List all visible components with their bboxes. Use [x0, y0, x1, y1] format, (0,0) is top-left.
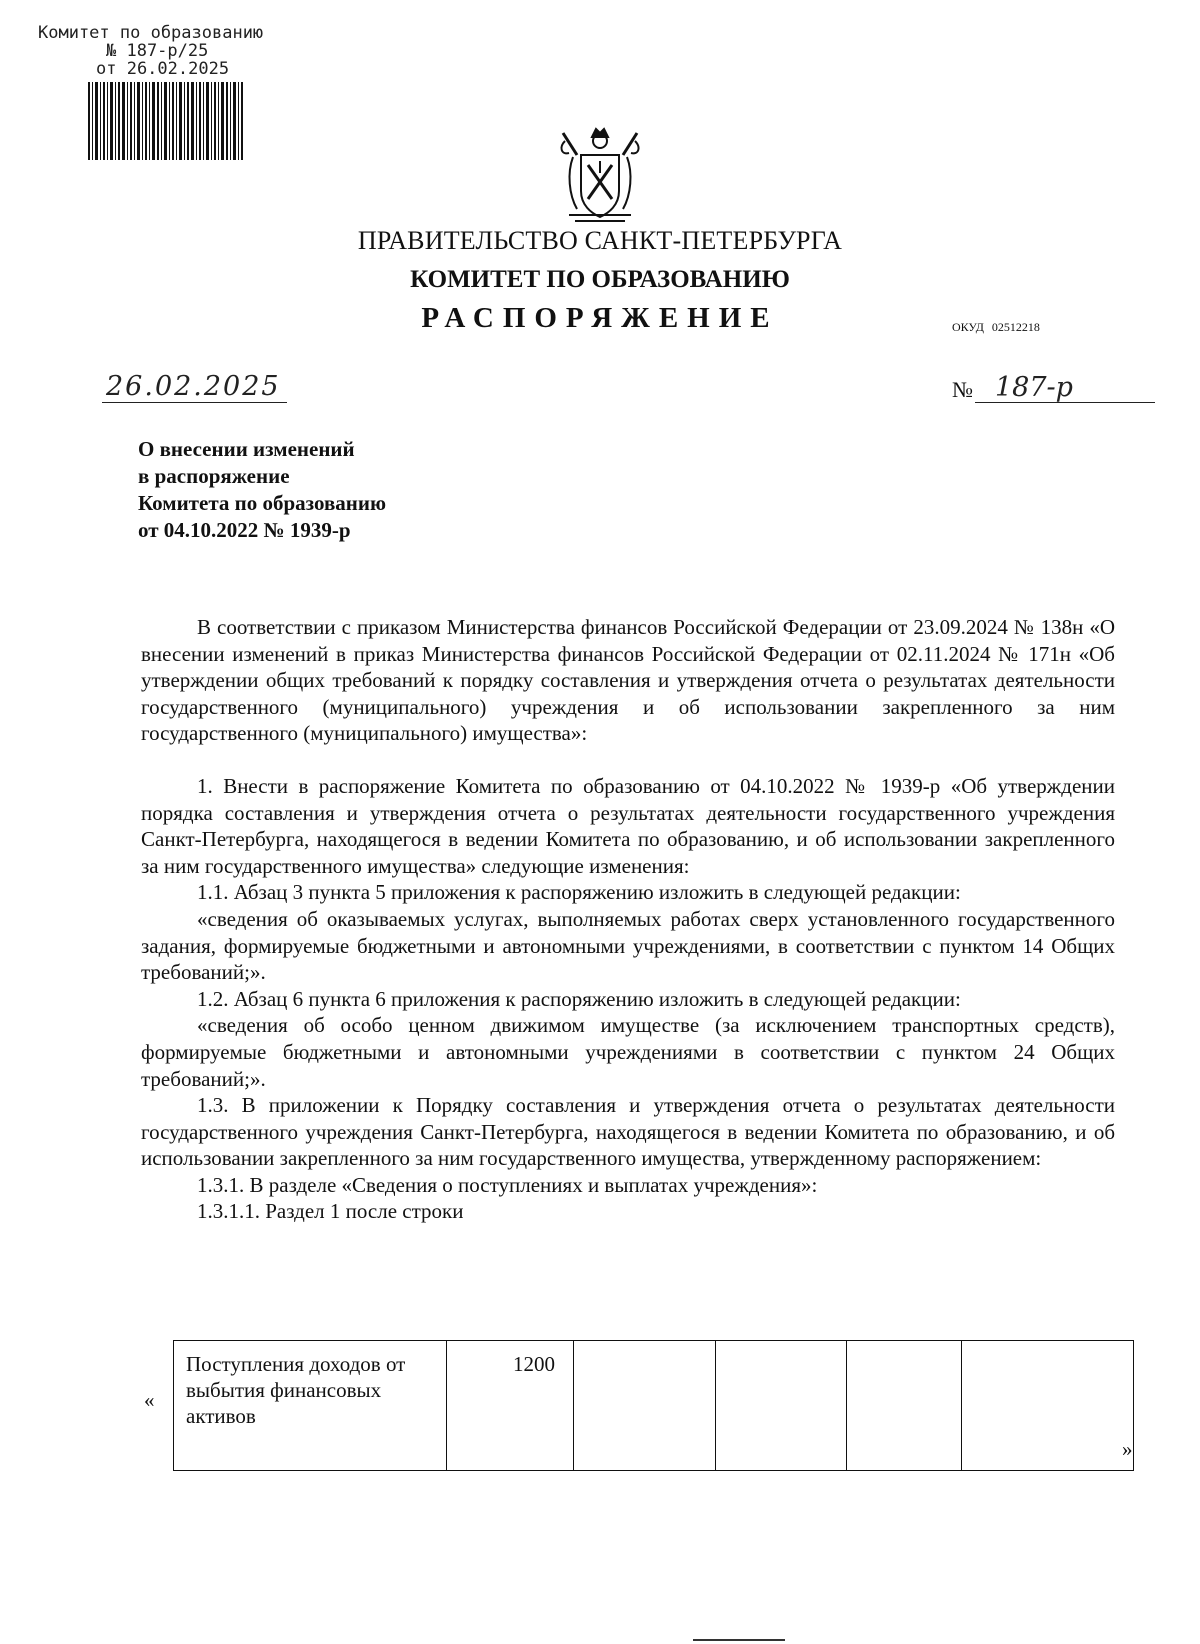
item-1-paragraph: 1. Внести в распоряжение Комитета по образованию от 04.10.2022 № 1939-р «Об утверждении порядка составления и утверждения отчета о результатах деятельности государственного учреждения Санкт-Петербурга, находящегося в ведении Комитета по образованию, и об использовании закрепленного за ним государственного имущества» следующие изменения:: [141, 773, 1115, 878]
okud-code: [952, 320, 1040, 335]
committee-title: КОМИТЕТ ПО ОБРАЗОВАНИЮ: [410, 266, 790, 293]
item-1-1-text: «сведения об оказываемых услугах, выполняемых работах сверх установленного государственного задания, формируемые бюджетными и автономными учреждениями, в соответствии с пунктом 14 Общих требований;».: [141, 906, 1115, 985]
table-cell-code: 1200: [447, 1341, 574, 1471]
table-cell-name: Поступления доходов от выбытия финансовых активов: [174, 1341, 447, 1471]
subject-line: О внесении изменений: [138, 437, 355, 461]
subject-line: Комитета по образованию: [138, 491, 387, 515]
table-cell-empty: [574, 1341, 716, 1471]
document-number: [952, 374, 1155, 403]
coat-of-arms-emblem: [555, 125, 645, 225]
barcode: [88, 82, 243, 160]
table-quote-close: »: [1122, 1437, 1133, 1461]
okud-code-value: 02512218: [991, 320, 1040, 334]
stamp-line-committee: Комитет по образованию: [38, 23, 264, 43]
item-1-3-paragraph: 1.3. В приложении к Порядку составления и утверждения отчета о результатах деятельности государственного учреждения Санкт-Петербурга, находящегося в ведении Комитета по образованию, и об использовании закрепленного за ним государственного имущества, утвержденному распоряжением:: [141, 1093, 1115, 1171]
item-1-3-1-paragraph: 1.3.1. В разделе «Сведения о поступлениях и выплатах учреждения»:: [197, 1172, 818, 1197]
document-body: [141, 614, 1115, 1225]
preamble-paragraph: В соответствии с приказом Министерства финансов Российской Федерации от 23.09.2024 № 138н «О внесении изменений в приказ Министерства финансов Российской Федерации от 02.11.2024 № 171н «Об утверждении общих требований к порядку составления и утверждения отчета о результатах деятельности государственного (муниципального) учреждения и об использовании закрепленного за ним государственного (муниципального) имущества»:: [141, 615, 1115, 746]
handwritten-number: 187-р: [975, 374, 1155, 403]
item-1-2-paragraph: 1.2. Абзац 6 пункта 6 приложения к распоряжению изложить в следующей редакции:: [197, 986, 961, 1011]
table-cell-empty: [847, 1341, 962, 1471]
subject-line: в распоряжение: [138, 464, 290, 488]
table-cell-empty: [716, 1341, 847, 1471]
table-cell-empty: [962, 1341, 1134, 1471]
item-1-3-1-1-paragraph: 1.3.1.1. Раздел 1 после строки: [197, 1199, 464, 1224]
item-1-2-text: «сведения об особо ценном движимом имуществе (за исключением транспортных средств), формируемые бюджетными и автономными учреждениями в соответствии с пунктом 24 Общих требований;».: [141, 1013, 1115, 1091]
quoted-table: [173, 1340, 1134, 1471]
okud-label: ОКУД: [952, 320, 984, 334]
document-subject: [138, 436, 386, 544]
subject-line: от 04.10.2022 № 1939-р: [138, 518, 351, 542]
table-row: [174, 1341, 1134, 1471]
stamp-line-date: от 26.02.2025: [96, 59, 230, 79]
table-quote-open: «: [144, 1388, 155, 1412]
stamp-line-number: № 187-р/25: [106, 41, 209, 61]
item-1-1-paragraph: 1.1. Абзац 3 пункта 5 приложения к распоряжению изложить в следующей редакции:: [197, 880, 961, 905]
number-sign: №: [952, 377, 973, 402]
handwritten-date: 26.02.2025: [102, 372, 287, 403]
document-type-title: РАСПОРЯЖЕНИЕ: [421, 302, 779, 334]
page-footer-mark: [693, 1639, 785, 1641]
government-title: ПРАВИТЕЛЬСТВО САНКТ-ПЕТЕРБУРГА: [357, 226, 843, 255]
